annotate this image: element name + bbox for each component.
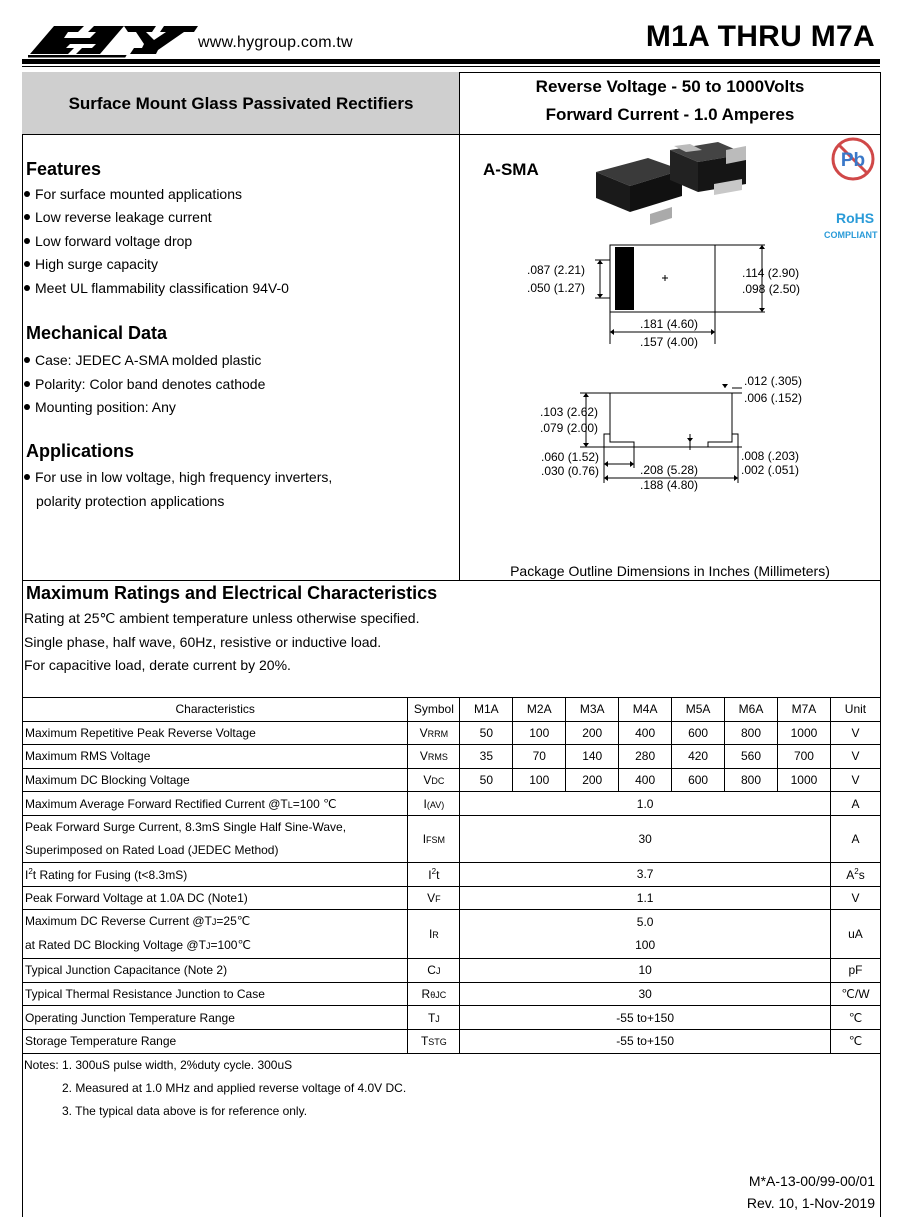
dim-label: .114 (2.90): [742, 266, 800, 280]
cell-value: -55 to+150: [460, 1006, 831, 1030]
table-row: [23, 1006, 881, 1030]
cell-value: 1.0: [460, 792, 831, 816]
bullet-icon: [24, 191, 30, 197]
table-row: [23, 721, 881, 745]
cell-value: 420: [672, 745, 725, 769]
cell-value: 280: [619, 745, 672, 769]
feature-item: Meet UL flammability classification 94V-0: [24, 280, 289, 296]
bullet-icon: [24, 474, 30, 480]
dim-label: .188 (4.80): [640, 478, 699, 492]
feature-item: High surge capacity: [24, 256, 158, 272]
company-logo: [28, 18, 200, 58]
bullet-icon: [24, 285, 30, 291]
row-unit: uA: [830, 910, 880, 959]
row-label: Maximum Average Forward Rectified Current @TL=100 ℃: [23, 792, 408, 816]
bullet-icon: [24, 357, 30, 363]
col-header: M2A: [513, 698, 566, 722]
dim-label: .060 (1.52): [541, 450, 600, 464]
cell-value: 560: [725, 745, 778, 769]
revision-date: Rev. 10, 1-Nov-2019: [746, 1195, 875, 1211]
col-header: Unit: [830, 698, 880, 722]
product-title: Surface Mount Glass Passivated Rectifiers: [68, 93, 414, 113]
feature-item: Low forward voltage drop: [24, 233, 192, 249]
rohs-label: RoHS: [836, 210, 875, 226]
row-symbol: TSTG: [408, 1029, 460, 1053]
row-unit: ℃: [830, 1006, 880, 1030]
row-unit: $A^2s$: [830, 862, 880, 886]
applications-heading: Applications: [26, 441, 135, 461]
table-row: [23, 745, 881, 769]
note-1: Notes: 1. 300uS pulse width, 2%duty cycle. 300uS: [24, 1058, 293, 1072]
cell-value: 100: [513, 768, 566, 792]
cell-value: 600: [672, 768, 725, 792]
row-symbol: VRRM: [408, 721, 460, 745]
cell-value: -55 to+150: [460, 1029, 831, 1053]
ratings-table: [22, 697, 881, 1054]
row-label: Maximum Repetitive Peak Reverse Voltage: [23, 721, 408, 745]
col-header: M7A: [777, 698, 830, 722]
cell-value: 50: [460, 721, 513, 745]
table-row: [23, 768, 881, 792]
dim-label: .002 (.051): [741, 463, 800, 477]
row-label: Typical Junction Capacitance (Note 2): [23, 959, 408, 983]
dim-label: .208 (5.28): [640, 463, 699, 477]
row-unit: V: [830, 745, 880, 769]
header-rule-thick: [22, 59, 880, 64]
header-rule-thin: [22, 66, 880, 67]
table-row: [23, 982, 881, 1006]
col-header: Symbol: [408, 698, 460, 722]
svg-text:Pb: Pb: [840, 150, 866, 171]
row-label: Peak Forward Surge Current, 8.3mS Single Half Sine-Wave, Superimposed on Rated Load (JEDEC Method): [23, 815, 408, 862]
row-label: Operating Junction Temperature Range: [23, 1006, 408, 1030]
dim-label: .079 (2.00): [540, 421, 599, 435]
dim-label: .006 (.152): [744, 391, 803, 405]
reverse-voltage-spec: Reverse Voltage - 50 to 1000Volts: [535, 77, 805, 96]
bullet-icon: [24, 214, 30, 220]
row-unit: V: [830, 721, 880, 745]
cell-value: 140: [566, 745, 619, 769]
mechanical-item: Mounting position: Any: [24, 399, 176, 415]
col-header: M3A: [566, 698, 619, 722]
row-symbol: CJ: [408, 959, 460, 983]
dim-label: .103 (2.62): [540, 405, 599, 419]
cell-value: 200: [566, 768, 619, 792]
bullet-icon: [24, 261, 30, 267]
ratings-condition: For capacitive load, derate current by 20%.: [24, 657, 291, 673]
divider: [460, 134, 881, 135]
row-label: Maximum DC Blocking Voltage: [23, 768, 408, 792]
row-symbol: TJ: [408, 1006, 460, 1030]
row-symbol: VRMS: [408, 745, 460, 769]
row-label: Storage Temperature Range: [23, 1029, 408, 1053]
package-note: Package Outline Dimensions in Inches (Millimeters): [510, 563, 830, 579]
row-symbol: I(AV): [408, 792, 460, 816]
row-symbol: RθJC: [408, 982, 460, 1006]
bullet-icon: [24, 404, 30, 410]
application-item-cont: polarity protection applications: [36, 493, 225, 509]
cell-value: 10: [460, 959, 831, 983]
row-unit: V: [830, 886, 880, 910]
rohs-compliant-label: COMPLIANT: [824, 230, 878, 240]
row-symbol: IR: [408, 910, 460, 959]
mechanical-item: Polarity: Color band denotes cathode: [24, 376, 265, 392]
row-label: Maximum DC Reverse Current @TJ=25℃ at Rated DC Blocking Voltage @TJ=100℃: [23, 910, 408, 959]
dim-label: .030 (0.76): [541, 464, 600, 478]
bullet-icon: [24, 238, 30, 244]
website-url[interactable]: www.hygroup.com.tw: [198, 34, 353, 51]
cell-value: 3.7: [460, 862, 831, 886]
cell-value: 1.1: [460, 886, 831, 910]
table-row: [23, 886, 881, 910]
cell-value: 1000: [777, 768, 830, 792]
cell-value: 70: [513, 745, 566, 769]
part-number-range: M1A THRU M7A: [645, 20, 875, 53]
cell-value: 200: [566, 721, 619, 745]
dim-label: .050 (1.27): [527, 281, 586, 295]
cell-value: 800: [725, 768, 778, 792]
dim-label: .181 (4.60): [640, 317, 699, 331]
pb-free-icon: [829, 136, 877, 182]
ratings-condition: Rating at 25℃ ambient temperature unless otherwise specified.: [24, 610, 420, 626]
cell-value: 400: [619, 721, 672, 745]
feature-item: Low reverse leakage current: [24, 209, 212, 225]
dim-label: .098 (2.50): [742, 282, 801, 296]
cell-value: 700: [777, 745, 830, 769]
package-photo: [590, 140, 750, 230]
row-symbol: IFSM: [408, 815, 460, 862]
ratings-heading: Maximum Ratings and Electrical Characteristics: [26, 583, 438, 603]
forward-current-spec: Forward Current - 1.0 Amperes: [545, 105, 795, 124]
row-unit: V: [830, 768, 880, 792]
table-row: [23, 910, 881, 959]
dim-label: .012 (.305): [744, 374, 803, 388]
note-2: 2. Measured at 1.0 MHz and applied reverse voltage of 4.0V DC.: [62, 1081, 407, 1095]
cell-value: 5.0 100: [460, 910, 831, 959]
row-unit: A: [830, 815, 880, 862]
col-header: M5A: [672, 698, 725, 722]
divider: [22, 580, 881, 581]
table-row: [23, 792, 881, 816]
cell-value: 400: [619, 768, 672, 792]
row-unit: ℃: [830, 1029, 880, 1053]
cell-value: 30: [460, 982, 831, 1006]
row-label: Maximum RMS Voltage: [23, 745, 408, 769]
col-header: M6A: [725, 698, 778, 722]
row-unit: ℃/W: [830, 982, 880, 1006]
cell-value: 100: [513, 721, 566, 745]
cell-value: 35: [460, 745, 513, 769]
bullet-icon: [24, 381, 30, 387]
mechanical-item: Case: JEDEC A-SMA molded plastic: [24, 352, 261, 368]
document-number: M*A-13-00/99-00/01: [748, 1173, 875, 1189]
table-row: [23, 815, 881, 862]
mechanical-heading: Mechanical Data: [26, 323, 168, 343]
col-header: M1A: [460, 698, 513, 722]
cell-value: 1000: [777, 721, 830, 745]
package-name: A-SMA: [483, 160, 539, 179]
cell-value: 50: [460, 768, 513, 792]
row-symbol: VDC: [408, 768, 460, 792]
row-symbol: $I^2t$: [408, 862, 460, 886]
column-divider: [459, 72, 460, 580]
row-label: $I^2t$ Rating for Fusing (t<8.3mS): [23, 862, 408, 886]
dim-label: .157 (4.00): [640, 335, 699, 349]
col-header: M4A: [619, 698, 672, 722]
row-label: Peak Forward Voltage at 1.0A DC (Note1): [23, 886, 408, 910]
table-header-row: [23, 698, 881, 722]
application-item: For use in low voltage, high frequency inverters,: [24, 469, 332, 485]
row-label: Typical Thermal Resistance Junction to Case: [23, 982, 408, 1006]
table-row: [23, 959, 881, 983]
cell-value: 600: [672, 721, 725, 745]
table-row: [23, 862, 881, 886]
note-3: 3. The typical data above is for reference only.: [62, 1104, 308, 1118]
table-row: [23, 1029, 881, 1053]
dim-label: .087 (2.21): [527, 263, 586, 277]
row-symbol: VF: [408, 886, 460, 910]
ratings-condition: Single phase, half wave, 60Hz, resistive or inductive load.: [24, 634, 382, 650]
dim-label: .008 (.203): [741, 449, 800, 463]
cell-value: 30: [460, 815, 831, 862]
feature-item: For surface mounted applications: [24, 186, 242, 202]
cell-value: 800: [725, 721, 778, 745]
col-header: Characteristics: [23, 698, 408, 722]
features-heading: Features: [26, 159, 102, 179]
row-unit: A: [830, 792, 880, 816]
row-unit: pF: [830, 959, 880, 983]
